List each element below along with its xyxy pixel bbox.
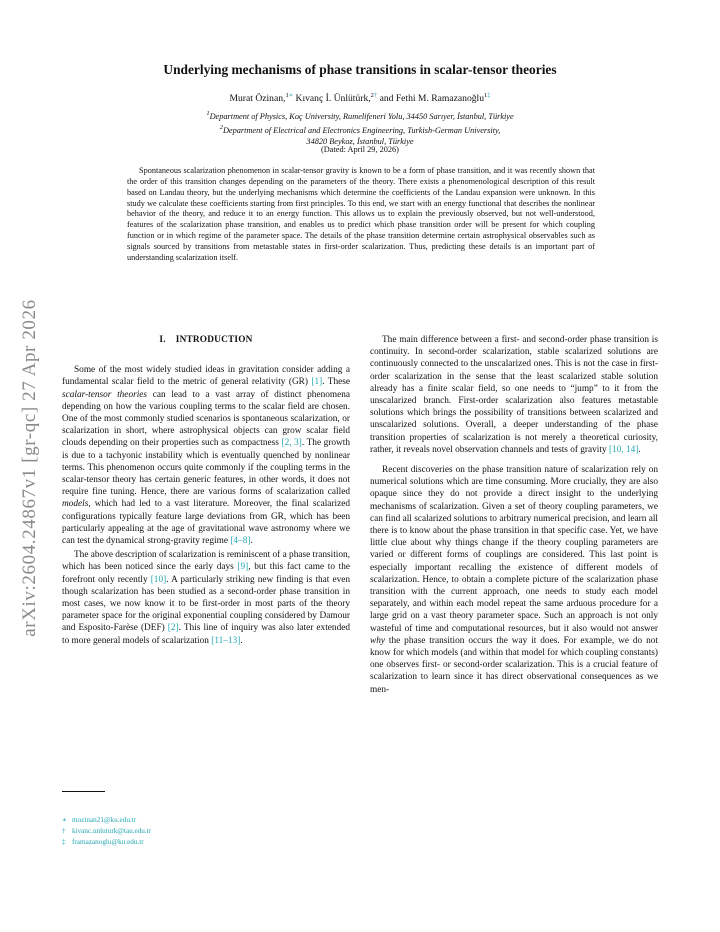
author-affiliation-number: 1 bbox=[484, 92, 488, 99]
footnote-mark: † bbox=[62, 827, 66, 835]
paper-title: Underlying mechanisms of phase transitions in scalar-tensor theories bbox=[163, 62, 557, 77]
affiliation-1 bbox=[80, 108, 640, 122]
affiliation-2 bbox=[80, 122, 640, 136]
email-link[interactable]: kivanc.unluturk@tau.edu.tr bbox=[72, 827, 152, 835]
author-name: Murat Özinan, bbox=[229, 93, 286, 105]
text-run: The main difference between a first- and second-order phase transition is continuity. In second-order scalarization, stable scalarized solutions are continuously connected to the unscalarized ones. This is not the case in first-order scalarization in the sense that the least scalarized stable solution already has a finite scalar field, so one needs to “jump” to it from the unscalarized branch. First-order scalarization also features metastable solutions which brings the possibility of transitions between scalarized and unscalarized solutions. Overall, a deeper understanding of the phase transition properties of scalarization is not merely a theoretical curiosity, rather, it reveals novel observation channels and tests of gravity bbox=[370, 335, 658, 455]
author-footnote-link[interactable]: ∗ bbox=[288, 92, 294, 99]
arxiv-identifier: arXiv:2604.24867v1 [gr-qc] 27 Apr 2026 bbox=[19, 299, 40, 637]
affiliation-number: 2 bbox=[219, 123, 223, 131]
text-run: the phase transition occurs the way it does. For example, we do not know for which models (and within that model for which coupling constants) one observes first- or second-order scalarization. This is a crucial feature of scalarization to learn since it has direct observational consequences as we men- bbox=[370, 635, 658, 695]
text-run: . The growth is due to a tachyonic instability which is eventually quenched by nonlinear terms. This phenomenon occurs quite commonly if the coupling terms in the scalar-tensor theory has certain generic features, in other words, it does not require fine tuning. Hence, there are various forms of scalarization called bbox=[62, 438, 350, 498]
text-run: , but this fact came to the forefront only recently bbox=[62, 562, 351, 585]
arxiv-identifier-sidebar bbox=[6, 258, 54, 678]
paragraph bbox=[62, 549, 350, 647]
section-number: I. bbox=[159, 335, 166, 345]
text-run: . A particularly striking new finding is that even though scalarization has been studied as a second-order phase transition in most cases, we now know it to be first-order in most parts of the theory parameter space for the original exponential coupling considered by Damour and Esposito-Farèse (DEF) bbox=[62, 574, 350, 634]
footnote-divider bbox=[62, 791, 105, 792]
citation-link[interactable]: [11–13] bbox=[211, 635, 241, 646]
affiliation-2-line2: 34820 Beykoz, İstanbul, Türkiye bbox=[306, 136, 414, 146]
citation-link[interactable]: [10, 14] bbox=[608, 444, 639, 455]
text-run: , which had led to a vast literature. Moreover, the final scalarized configurations typically feature large deviations from GR, which has been particularly appealing at the age of gravitational wave astronomy where we can test the dynamical strong-gravity regime bbox=[62, 499, 350, 547]
author-affiliation-number: 2 bbox=[370, 92, 374, 99]
author-list bbox=[80, 91, 640, 104]
author-affiliation-number: 1 bbox=[285, 92, 289, 99]
paragraph bbox=[62, 364, 350, 547]
paragraph bbox=[370, 334, 658, 456]
section-heading bbox=[62, 334, 350, 346]
affiliation-text: Department of Physics, Koç University, Rumelifeneri Yolu, 34450 Sarıyer, İstanbul, Türkiye bbox=[209, 111, 514, 121]
footnote bbox=[62, 815, 151, 826]
citation-link[interactable]: [9] bbox=[237, 562, 249, 573]
text-run: The above description of scalarization is reminiscent of a phase transition, which has been noticed since the early days bbox=[62, 550, 350, 573]
left-column bbox=[62, 334, 350, 647]
affiliation-number: 1 bbox=[206, 110, 210, 117]
section-title: INTRODUCTION bbox=[175, 335, 253, 345]
footnote-mark: ‡ bbox=[62, 838, 66, 846]
affiliation-text: Department of Electrical and Electronics Engineering, Turkish-German University, bbox=[222, 125, 501, 135]
emphasis: scalar-tensor theories bbox=[62, 389, 148, 400]
paragraph bbox=[370, 464, 658, 696]
author-footnote-link[interactable]: ‡ bbox=[487, 92, 491, 99]
author-footnote-link[interactable]: † bbox=[373, 92, 378, 99]
text-run: . bbox=[250, 536, 253, 547]
text-run: Recent discoveries on the phase transition nature of scalarization rely on numerical solutions which are time consuming. More crucially, they are also opaque since they do not provide a direct insight to the underlying mechanisms of scalarization. Given a set of theory coupling parameters, we can find all scalarized solutions to arbitrary numerical precision, and learn all there is to know about the phase transition in that specific case. Yet, we have little clue about why things change if the theory coupling parameters are varied or different forms of couplings are considered. This last point is especially important recalling the existence of different models of scalarization. Hence, to obtain a complete picture of the scalarization phase transition with the current approach, one needs to study each model separately, and within each model repeat the same arduous procedure for a large grid on a vast theory parameter space. Such an approach is not only wasteful of time and computational resources, but it also would not answer bbox=[370, 465, 658, 634]
email-link[interactable]: mozinan21@ku.edu.tr bbox=[72, 816, 137, 824]
citation-link[interactable]: [1] bbox=[311, 377, 323, 388]
footnote-mark: ∗ bbox=[62, 816, 67, 824]
emphasis: why bbox=[370, 635, 385, 646]
text-run: . These bbox=[322, 377, 350, 388]
footnotes bbox=[62, 815, 151, 848]
author-name: and Fethi M. Ramazanoğlu bbox=[379, 93, 485, 105]
date-line: (Dated: April 29, 2026) bbox=[321, 145, 399, 154]
abstract: Spontaneous scalarization phenomenon in scalar-tensor gravity is known to be a form of phase transition, and it was recently shown that the order of this transition changes depending on the parameters of the theory. There exists a phenomenological description of this result based on Landau theory, but the underlying mechanisms which determine the coefficients of the Landau expansion were unknown. In this study we calculate these coefficients starting from first principles. To this end, we start with an energy functional that describes the nonlinear behavior of the theory, and reduce it to an energy function. This allows us to explain the previously observed, but not well-understood, features of the scalarization phase transition, and enables us to predict which phase transition order will be present for which coupling function or in which regime of the parameter space. The details of the phase transition determine certain astrophysical observables such as signals sourced by transitions from metastable states in first-order scalarization. Thus, predicting these details is an important part of understanding scalarization itself. bbox=[127, 166, 595, 262]
text-run: . This line of inquiry was also later extended to more general models of scalarization bbox=[62, 623, 350, 646]
text-run: can lead to a vast array of distinct phenomena depending on how the various coupling terms to the scalar field are chosen. One of the most commonly studied scenarios is spontaneous scalarization, or scalarization in short, where astrophysical objects can grow scalar field clouds depending on their properties such as compactness bbox=[62, 389, 351, 449]
emphasis: models bbox=[62, 499, 89, 510]
citation-link[interactable]: [10] bbox=[150, 574, 167, 585]
citation-link[interactable]: [2, 3] bbox=[281, 438, 302, 449]
right-column bbox=[370, 334, 658, 696]
text-run: Some of the most widely studied ideas in gravitation consider adding a fundamental scalar field to the metric of general relativity (GR) bbox=[62, 365, 350, 388]
author-name: Kıvanç İ. Ünlütürk, bbox=[295, 93, 371, 105]
email-link[interactable]: framazanoglu@ku.edu.tr bbox=[72, 838, 144, 846]
citation-link[interactable]: [2] bbox=[167, 623, 179, 634]
footnote bbox=[62, 826, 151, 837]
footnote bbox=[62, 837, 151, 848]
text-run: . bbox=[638, 444, 641, 455]
citation-link[interactable]: [4–8] bbox=[230, 536, 251, 547]
text-run: . bbox=[240, 635, 243, 646]
affiliations bbox=[80, 108, 640, 147]
